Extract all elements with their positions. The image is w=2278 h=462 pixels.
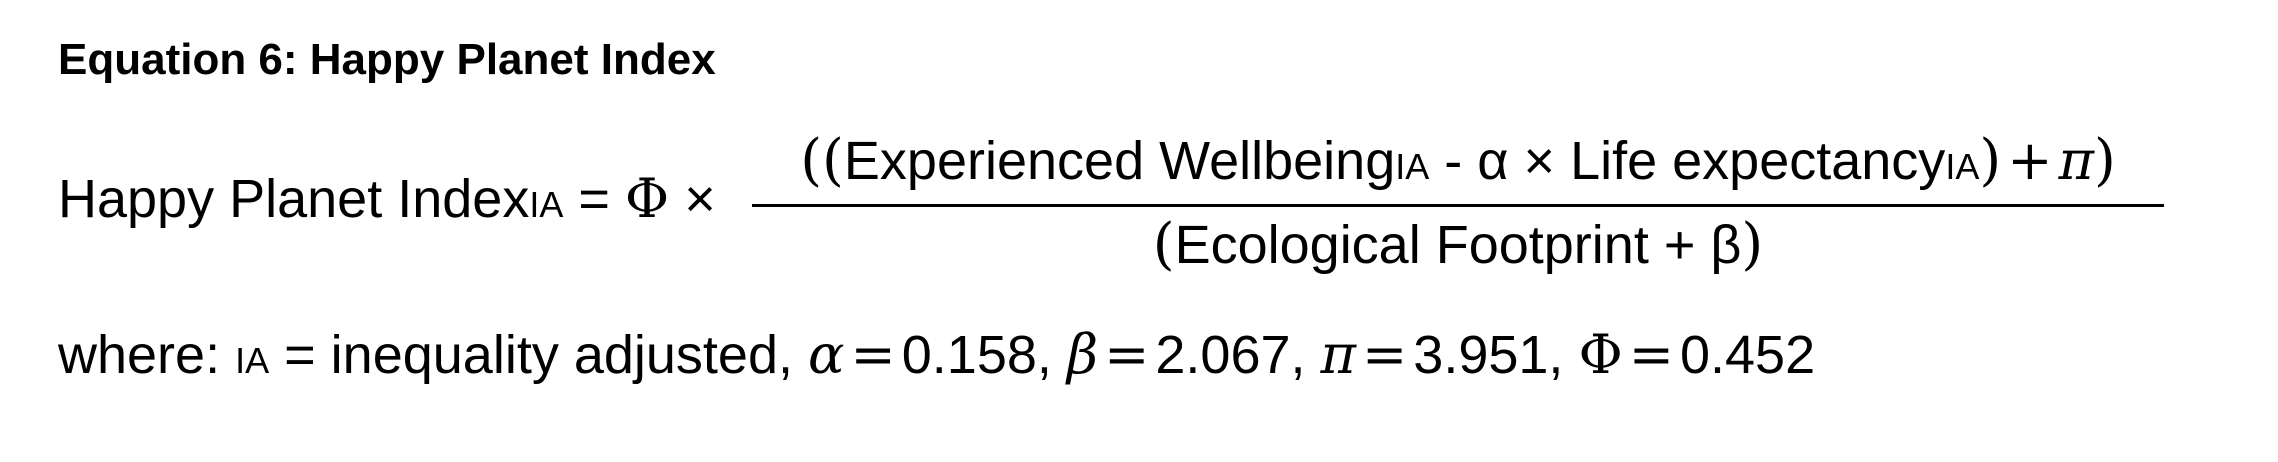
denominator-text: Ecological Footprint + β <box>1174 215 1742 275</box>
equation-fraction <box>752 124 2164 284</box>
where-phi-equals: = <box>1628 323 1674 386</box>
where-pi-equals: = <box>1362 323 1408 386</box>
where-beta-value: 2.067, <box>1155 325 1306 385</box>
where-beta-equals: = <box>1104 323 1150 386</box>
where-phi: Φ <box>1578 323 1623 386</box>
where-alpha: α <box>808 323 845 386</box>
equation-lhs <box>58 164 716 240</box>
equation-where-clause <box>58 318 1815 398</box>
lhs-phi-symbol: Φ <box>624 167 670 230</box>
numerator-times: × <box>1523 131 1556 191</box>
where-pi: π <box>1320 323 1357 386</box>
lhs-equals: = <box>578 169 610 229</box>
numerator-term1: Experienced Wellbeing <box>843 131 1396 191</box>
where-phi-value: 0.452 <box>1679 325 1816 385</box>
fraction-bar <box>752 204 2164 207</box>
numerator-open-parens: (( <box>800 128 844 193</box>
lhs-name: Happy Planet Index <box>58 169 530 229</box>
where-alpha-value: 0.158, <box>901 325 1052 385</box>
numerator-plus: + <box>2007 129 2053 192</box>
numerator-close-outer: ) <box>2093 128 2116 193</box>
lhs-times: × <box>684 169 716 229</box>
where-alpha-equals: = <box>850 323 896 386</box>
equation-title: Equation 6: Happy Planet Index <box>58 35 716 84</box>
fraction-denominator <box>752 210 2164 280</box>
numerator-term2-subscript: IA <box>1945 146 1980 187</box>
denominator-close-paren: ) <box>1741 212 1764 277</box>
lhs-subscript: IA <box>529 184 564 225</box>
fraction-numerator <box>752 124 2164 198</box>
numerator-alpha: α <box>1477 131 1509 191</box>
numerator-pi: π <box>2058 129 2094 192</box>
numerator-close-inner: ) <box>1979 128 2002 193</box>
where-beta: β <box>1066 323 1099 386</box>
where-pi-value: 3.951, <box>1413 325 1564 385</box>
denominator-open-paren: ( <box>1152 212 1175 277</box>
numerator-term1-subscript: IA <box>1395 146 1430 187</box>
where-definition: = inequality adjusted, <box>284 325 794 385</box>
where-subscript: IA <box>235 340 270 381</box>
where-prefix: where: <box>58 325 221 385</box>
numerator-term2: Life expectancy <box>1570 131 1946 191</box>
numerator-minus: - <box>1444 131 1463 191</box>
